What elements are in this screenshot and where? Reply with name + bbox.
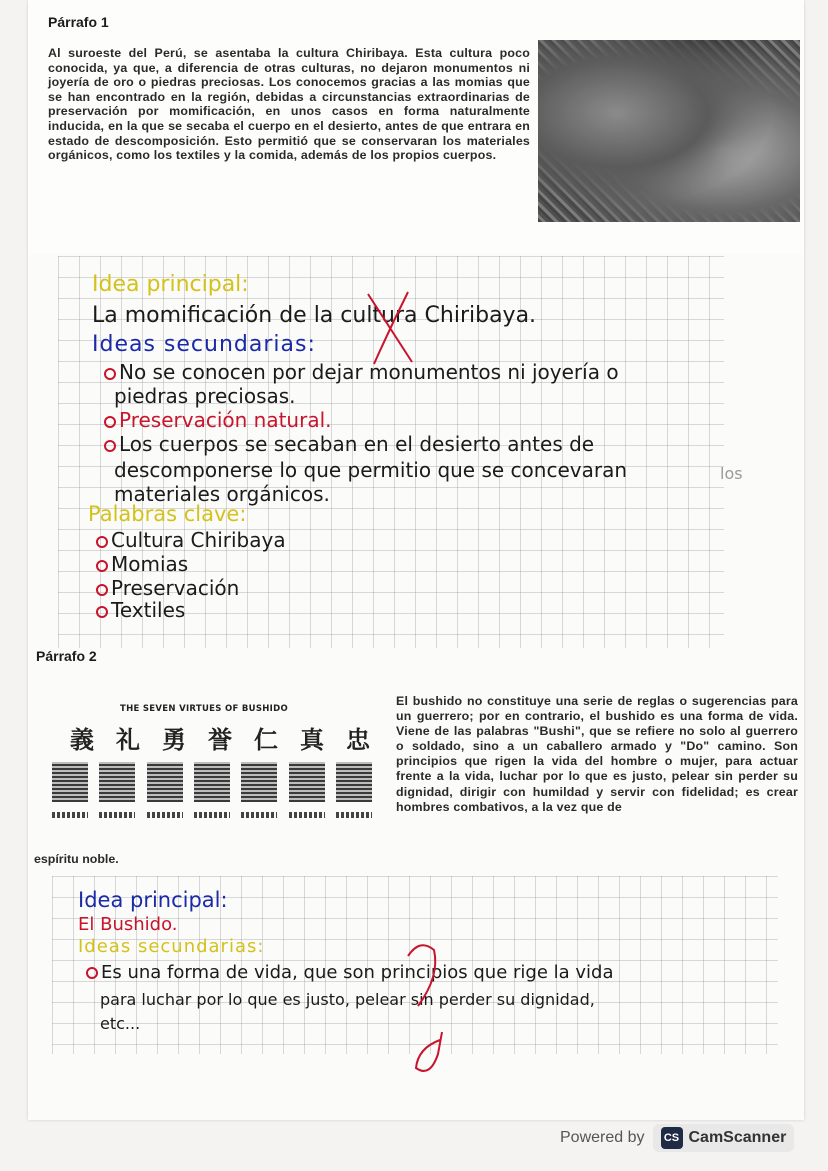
virtue-block — [147, 762, 183, 802]
virtue-block — [99, 762, 135, 802]
virtue-label — [194, 812, 230, 818]
secondary-label-1: Ideas secundarias: — [92, 332, 316, 357]
bullet-icon — [86, 967, 98, 979]
secondary-item-3-end: materiales orgánicos. — [114, 482, 330, 506]
kanji-5: 仁 — [254, 725, 278, 754]
red-grade-mark — [400, 936, 460, 1086]
paragraph-2-title: Párrafo 2 — [36, 648, 97, 664]
main-idea-1: La momificación de la cultura Chiribaya. — [92, 303, 537, 328]
bullet-icon — [96, 560, 108, 572]
secondary-item-2-2: para luchar por lo que es justo, pelear sin perder su dignidad, — [100, 990, 595, 1009]
keyword-3: Preservación — [96, 576, 239, 600]
main-idea-label-1: Idea principal: — [92, 272, 249, 297]
virtue-labels — [52, 812, 372, 818]
kanji-6: 真 — [300, 725, 324, 754]
secondary-item-3-faint: los — [720, 464, 743, 483]
secondary-item-3-cont: descomponerse lo que permitio que se concevaran — [114, 458, 628, 482]
paragraph-1-text: Al suroeste del Perú, se asentaba la cultura Chiribaya. Esta cultura poco conocida, ya que, a diferencia de otras culturas, no dejaron monumentos ni joyería de oro o piedras preciosas. Los conocemos gracias a las momias que se han encontrado en la región, debidas a circunstancias extraordinarias de preservación por momificación, en unos casos en forma naturalmente inducida, en la que se secaba el cuerpo en el desierto, antes de que entrara en estado de descomposición. Esto permitió que se conservaran los materiales orgánicos, como los textiles y la comida, además de los propios cuerpos. — [48, 46, 530, 163]
bullet-icon — [104, 416, 116, 428]
paragraph-1-title: Párrafo 1 — [48, 14, 109, 30]
virtue-block — [336, 762, 372, 802]
kanji-1: 義 — [70, 725, 94, 754]
virtue-label — [336, 812, 372, 818]
paragraph-2-tail: espíritu noble. — [34, 852, 119, 866]
bullet-icon — [96, 536, 108, 548]
bushido-virtues-panel — [52, 700, 372, 840]
keyword-4: Textiles — [96, 598, 185, 622]
keywords-label: Palabras clave: — [88, 502, 247, 526]
secondary-item-1-cont: piedras preciosas. — [114, 384, 296, 408]
keyword-1: Cultura Chiribaya — [96, 528, 286, 552]
virtue-block — [194, 762, 230, 802]
bullet-icon — [104, 368, 116, 380]
secondary-item-1: No se conocen por dejar monumentos ni joyería o — [104, 360, 619, 384]
kanji-2: 礼 — [116, 725, 140, 754]
kanji-3: 勇 — [162, 725, 186, 754]
camscanner-logo-icon: CS — [661, 1127, 683, 1149]
keyword-2: Momias — [96, 552, 188, 576]
virtue-label — [241, 812, 277, 818]
paragraph-2-text: El bushido no constituye una serie de reglas o sugerencias para un guerrero; por en contrario, el bushido es una forma de vida. Viene de las palabras "Bushi", que se refiere no solo al guerrero o soldado, sino a un caballero armado y "Do" camino. Son principios que rigen la vida del hombre o mujer, para actuar frente a la vida, luchar por lo que es justo, pelear sin perder su dignidad, dirigir con humildad y servir con fidelidad; es crear hombres combativos, a la vez que de — [396, 694, 798, 814]
secondary-item-3: Los cuerpos se secaban en el desierto antes de — [104, 432, 594, 456]
main-idea-label-2: Idea principal: — [78, 888, 228, 912]
bullet-icon — [104, 440, 116, 452]
virtue-block — [52, 762, 88, 802]
secondary-item-2: Preservación natural. — [104, 408, 332, 432]
bullet-icon — [96, 606, 108, 618]
main-idea-2: El Bushido. — [78, 914, 178, 935]
red-cross-mark — [360, 288, 420, 368]
virtue-label — [147, 812, 183, 818]
camscanner-footer — [560, 1124, 794, 1152]
kanji-4: 誉 — [208, 725, 232, 754]
camscanner-brand: CamScanner — [688, 1129, 787, 1146]
virtue-label — [289, 812, 325, 818]
kanji-7: 忠 — [346, 725, 370, 754]
virtue-label — [99, 812, 135, 818]
camscanner-badge — [653, 1124, 795, 1152]
bullet-icon — [96, 584, 108, 596]
virtues-title: THE SEVEN VIRTUES OF BUSHIDO — [120, 704, 289, 714]
secondary-item-2-1: Es una forma de vida, que son principios que rige la vida — [86, 962, 613, 983]
secondary-label-2: Ideas secundarias: — [78, 936, 265, 957]
powered-by-text: Powered by — [560, 1129, 645, 1146]
mummy-photo — [538, 40, 800, 222]
virtue-block — [241, 762, 277, 802]
kanji-row — [70, 720, 370, 755]
virtue-blocks — [52, 762, 372, 802]
virtue-block — [289, 762, 325, 802]
virtue-label — [52, 812, 88, 818]
secondary-item-2-3: etc... — [100, 1014, 141, 1033]
